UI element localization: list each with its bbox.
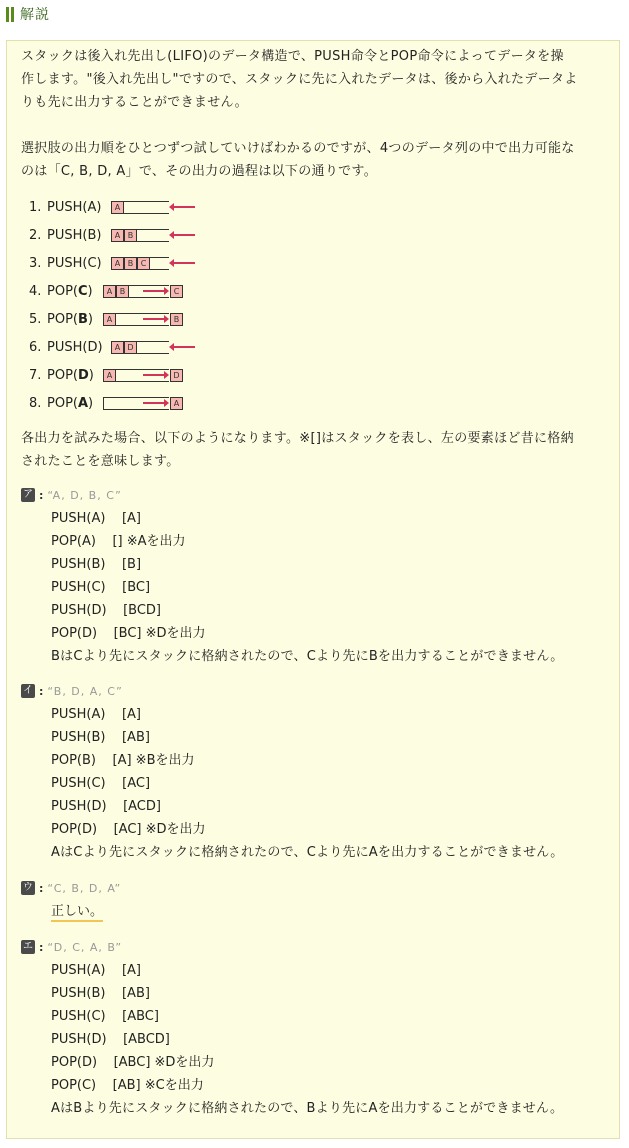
- step-command: PUSH(B): [47, 227, 102, 243]
- choice-line: PUSH(D) [ABCD]: [51, 1032, 170, 1047]
- choice-header: [21, 879, 121, 897]
- stack-cell: B: [124, 257, 137, 270]
- stack-step: [29, 281, 93, 301]
- pop-arrow-icon: [143, 402, 165, 404]
- pop-arrow-icon: [143, 290, 165, 292]
- popped-value: D: [170, 369, 183, 382]
- pop-arrow-icon: [143, 318, 165, 320]
- stack-diagram: [111, 229, 169, 242]
- step-number: 4.: [29, 283, 42, 299]
- stack-cell: A: [111, 341, 124, 354]
- choice-line: PUSH(B) [AB]: [51, 730, 150, 745]
- header-bars-icon: [6, 7, 14, 22]
- step-number: 6.: [29, 339, 42, 355]
- stack-cell: A: [111, 229, 124, 242]
- step-command: POP(C): [47, 283, 93, 299]
- explain-paragraph: 各出力を試みた場合、以下のようになります。※[]はスタックを表し、左の要素ほど昔に格納 されたことを意味します。: [21, 431, 574, 469]
- choice-line: PUSH(B) [B]: [51, 557, 142, 572]
- choice-line: POP(D) [AC] ※Dを出力: [51, 822, 206, 837]
- choice-colon: :: [39, 684, 44, 698]
- explanation-box: [6, 40, 620, 1139]
- choice-colon: :: [39, 881, 44, 895]
- choice-badge: ウ: [23, 882, 33, 893]
- push-arrow-icon: [173, 206, 195, 208]
- popped-value: C: [170, 285, 183, 298]
- stack-step: [29, 197, 101, 217]
- choice-header: [21, 486, 122, 504]
- choice-badge: イ: [23, 685, 33, 696]
- choice-line: POP(A) [] ※Aを出力: [51, 534, 186, 549]
- step-number: 2.: [29, 227, 42, 243]
- stack-step: [29, 225, 101, 245]
- stack-cell: A: [103, 369, 116, 382]
- stack-step: [29, 309, 93, 329]
- step-number: 8.: [29, 395, 42, 411]
- choice-line: POP(B) [A] ※Bを出力: [51, 753, 195, 768]
- step-number: 1.: [29, 199, 42, 215]
- choice-sequence: “D, C, A, B”: [47, 940, 123, 954]
- choice-line: PUSH(D) [ACD]: [51, 799, 161, 814]
- choice-badge: ア: [23, 489, 33, 500]
- stack-cell: A: [111, 201, 124, 214]
- choice-line: AはCより先にスタックに格納されたので、Cより先にAを出力することができません。: [51, 845, 564, 860]
- choice-line: POP(C) [AB] ※Cを出力: [51, 1078, 204, 1093]
- push-arrow-icon: [173, 262, 195, 264]
- stack-cell: C: [137, 257, 150, 270]
- stack-step: [29, 365, 94, 385]
- popped-value: B: [170, 313, 183, 326]
- stack-cell: B: [116, 285, 129, 298]
- choice-sequence: “C, B, D, A”: [47, 881, 122, 895]
- stack-cell: B: [124, 229, 137, 242]
- step-number: 5.: [29, 311, 42, 327]
- choice-colon: :: [39, 488, 44, 502]
- choice-header: [21, 938, 122, 956]
- step-command: PUSH(A): [47, 199, 102, 215]
- step-command: POP(A): [47, 395, 94, 411]
- choice-line: PUSH(C) [BC]: [51, 580, 151, 595]
- stack-diagram: [111, 341, 169, 354]
- choice-badge: エ: [23, 941, 33, 952]
- choice-sequence: “A, D, B, C”: [47, 488, 122, 502]
- choice-line: PUSH(C) [AC]: [51, 776, 151, 791]
- intro-paragraph-1: スタックは後入れ先出し(LIFO)のデータ構造で、PUSH命令とPOP命令によってデータを操 作します。"後入れ先出し"ですので、スタックに先に入れたデータは、後から入れたデータよ りも先に出力することができません。: [21, 49, 578, 110]
- stack-cell: A: [103, 313, 116, 326]
- step-number: 3.: [29, 255, 42, 271]
- choice-line: PUSH(D) [BCD]: [51, 603, 161, 618]
- step-command: PUSH(C): [47, 255, 102, 271]
- step-command: POP(D): [47, 367, 94, 383]
- choice-line: PUSH(A) [A]: [51, 963, 141, 978]
- stack-step: [29, 393, 93, 413]
- step-command: POP(B): [47, 311, 93, 327]
- stack-step: [29, 337, 103, 357]
- choice-colon: :: [39, 940, 44, 954]
- choice-header: [21, 682, 123, 700]
- stack-step: [29, 253, 102, 273]
- section-title: 解説: [20, 7, 50, 23]
- stack-cell: D: [124, 341, 137, 354]
- choice-sequence: “B, D, A, C”: [47, 684, 123, 698]
- step-command: PUSH(D): [47, 339, 103, 355]
- push-arrow-icon: [173, 346, 195, 348]
- choice-line: PUSH(A) [A]: [51, 707, 141, 722]
- popped-value: A: [170, 397, 183, 410]
- intro-paragraph-2: 選択肢の出力順をひとつずつ試していけばわかるのですが、4つのデータ列の中で出力可能な のは「C, B, D, A」で、その出力の過程は以下の通りです。: [21, 141, 575, 179]
- choice-line: PUSH(B) [AB]: [51, 986, 150, 1001]
- choice-line: PUSH(A) [A]: [51, 511, 141, 526]
- choice-line: AはBより先にスタックに格納されたので、Bより先にAを出力することができません。: [51, 1101, 564, 1116]
- stack-diagram: [111, 257, 169, 270]
- choice-line: BはCより先にスタックに格納されたので、Cより先にBを出力することができません。: [51, 649, 564, 664]
- choice-line: POP(D) [ABC] ※Dを出力: [51, 1055, 215, 1070]
- pop-arrow-icon: [143, 374, 165, 376]
- choice-line: POP(D) [BC] ※Dを出力: [51, 626, 206, 641]
- choice-line: 正しい。: [51, 902, 103, 922]
- stack-cell: A: [111, 257, 124, 270]
- stack-diagram: [111, 201, 169, 214]
- step-number: 7.: [29, 367, 42, 383]
- push-arrow-icon: [173, 234, 195, 236]
- section-header: [6, 4, 50, 24]
- choice-line: PUSH(C) [ABC]: [51, 1009, 159, 1024]
- stack-cell: A: [103, 285, 116, 298]
